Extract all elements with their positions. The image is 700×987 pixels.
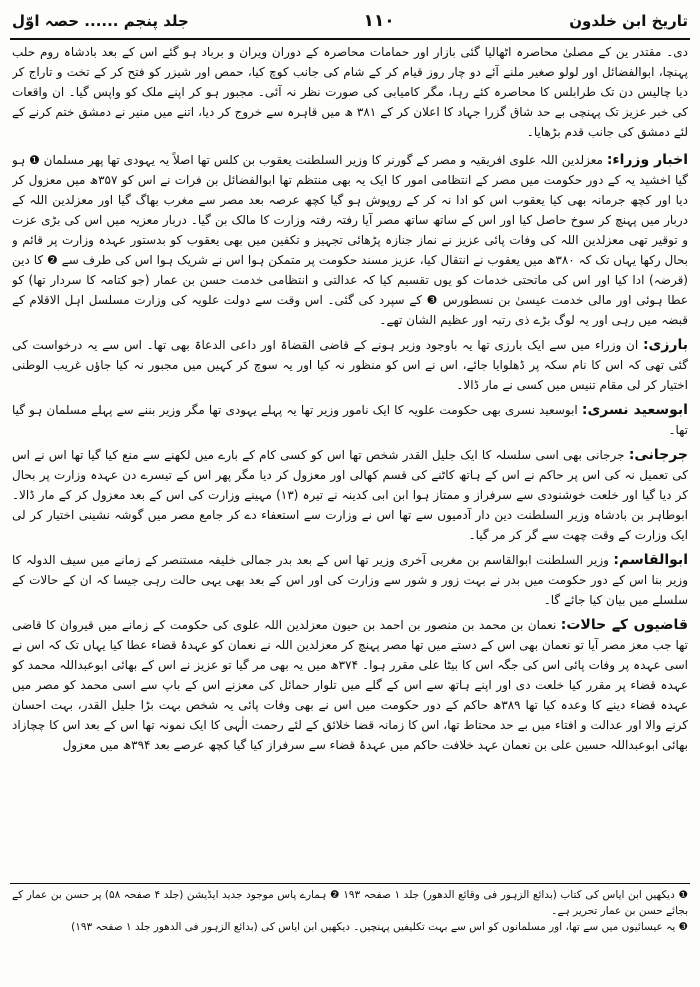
paragraph-text: دی۔ مقتدر ین کے مصلیٰ محاصرہ اٹھالیا گئی بازار اور حمامات محاصرہ کے دوران ویران و برباد ہو گئے اس کے بعد بادشاہ روم حلب پہنچا، ابوالفضائل اور لولو صغیر ملنے آئے دو چار روز قیام کر کے شام کی جانب کوچ کیا، حمص اور شیزر کو فتح کر کے تخت و تاراج کر دیا چالیس دن تک طرابلس کا محاصرہ کئے رہا، مگر کامیابی کی صورت نظر نہ آئی۔ مجبور ہو کر اپنے ملک کو واپس گیا۔ ان واقعات کی خبر عزیز تک پہنچی بے حد شاق گزرا جہاد کا اعلان کر کے ۳۸۱ ھ میں قاہرہ سے خروج کر دیا، اتنے میں منیر نے دمشق ختم کرنے کے لئے دمشق کی جانب قدم بڑھایا۔ — [12, 45, 688, 139]
footnotes — [12, 887, 688, 983]
page-body — [12, 42, 688, 881]
footnote-separator — [10, 883, 690, 884]
section-heading: ابوالقاسم: — [613, 552, 688, 568]
volume-label: جلد پنجم ...... حصہ اوّل — [12, 12, 189, 30]
paragraph-text: جرجانی بھی اسی سلسلہ کا ایک جلیل القدر شخص تھا اس کو کسی کام کے بارے میں لکھنے سے منع کیا گیا تھا اس نے اس کی تعمیل نہ کی اس پر حاکم نے اس کے ہاتھ کاٹنے کی قسم کھالی اور معزول کر دیا مگر پھر اس کے تیسرے دن عہدہ وزارت پر بحال کر دیا گیا اور خلعت خوشنودی سے سرفراز و ممتاز ہوا ابن ابی کدینہ نے تیرہ (۱۳) مہینے وزارت کی اس کے بعد معزول کر کے مار ڈالا۔ ابوطاہر بن بادشاہ وزیر السلطنت دین دار آدمیوں سے تھا اس نے وزارت سے استعفاء دے کر جامع مصر میں گوشہ نشینی اختیار کر لی ایک وزارت کے وقت چھت سے گر کر مر گیا۔ — [12, 448, 688, 542]
paragraph-abu-saeed — [12, 400, 688, 440]
paragraph-intro — [12, 42, 688, 142]
paragraph-abul-qasim — [12, 550, 688, 610]
paragraph-viziers — [12, 150, 688, 330]
paragraph-jurjani — [12, 445, 688, 545]
paragraph-text: ان وزراء میں سے ایک بارزی تھا یہ باوجود وزیر ہونے کے قاضی القضاۃ اور داعی الدعاۃ بھی تھا۔ اس سے یہ درخواست کی گئی تھی کہ اس کا نام سکہ پر ڈھلوایا جائے، اس نے اس کو منظور نہ کیا اور یہ سوچ کر کہیں میں مجبور نہ کیا جاؤں غریب الوطنی اختیار کر لی مقام تنیس میں کسی نے مار ڈالا۔ — [12, 338, 688, 392]
page-header — [12, 6, 688, 36]
section-heading: قاضیوں کے حالات: — [560, 617, 688, 633]
header-rule — [10, 38, 690, 40]
paragraph-text: معزلدین اللہ علوی افریقیہ و مصر کے گورنر کا وزیر السلطنت یعقوب بن کلس تھا اصلاً یہ یہودی تھا پھر مسلمان ❶ ہو گیا اخشید یہ کے دور حکومت میں مصر کے انتظامی امور کا ایک یہ بھی منتظم تھا ابوالفضائل بن فرات نے اس کو ۳۵۷ھ میں معزول کر دیا اور کچھ جرمانہ بھی کیا یعقوب اس کو ادا نہ کر کے روپوش ہو گیا کچھ عرصہ بعد مصر سے مغرب بھاگ گیا اور معزلدین اللہ کے دربار میں پہنچ کر سوخ حاصل کیا اور اس کے ساتھ ساتھ مصر آیا رفتہ رفتہ وزارت کا مالک بن گیا۔ دربار معزیہ میں اس کی بڑی عزت و توقیر تھی معزلدین اللہ کی وفات پائی عزیز نے نماز جنازہ پڑھائی تجہیز و تکفین میں بھی یعقوب کو بدستور عہدہ وزارت پر قائم و بحال رکھا یہاں تک کہ ۳۸۰ھ میں یعقوب نے انتقال کیا، عزیز مسند حکومت پر متمکن ہوا اس نے شریک ہوا اس کی طرف سے ❷ کا دین (قرضہ) ادا کیا اور اس کی ماتحتی خدمات کو یوں تقسیم کیا کہ عدالتی و انتظامی خدمت حسن بن عمار (جو کتامہ کا سردار تھا) کو عطا ہوئی اور مالی خدمت عیسیٰ بن نسطورس ❸ کے سپرد کی گئی۔ اس وقت سے دولت علویہ کی وزارت مسلسل اہل الاقلام کے قبضہ میں رہی اور یہ لوگ بڑے ذی رتبہ اور عظیم الشان تھے۔ — [12, 153, 688, 327]
section-heading: جرجانی: — [628, 447, 688, 463]
footnote: ❸ یہ عیسائیوں میں سے تھا، اور مسلمانوں کو اس سے بہت تکلیفیں پہنچیں۔ دیکھیں ابن ایاس کی (بدائع الزہور فی الدھور جلد ۱ صفحہ ۱۹۳) — [71, 921, 688, 933]
section-heading: بارزی: — [642, 337, 688, 353]
section-heading: ابوسعید نسری: — [581, 402, 688, 418]
paragraph-text: وزیر السلطنت ابوالقاسم بن مغربی آخری وزیر تھا اس کے بعد بدر جمالی خلیفہ مستنصر کے زمانے میں سیف الدولہ کا وزیر بنا اس کے دور حکومت میں بدر نے بہت زور و شور سے وزارت کی اور اس کے بعد بھی یہی حالت رہی جیسا کہ ان کے حالات کے سلسلے میں بیان کیا جائے گا۔ — [12, 553, 688, 607]
book-title: تاریخ ابن خلدون — [569, 12, 688, 30]
section-heading: اخبار وزراء: — [606, 152, 688, 168]
paragraph-judges — [12, 615, 688, 755]
paragraph-text: ابوسعید نسری بھی حکومت علویہ کا ایک نامور وزیر تھا یہ پہلے یہودی تھا مگر وزیر بننے سے پہلے مسلمان ہو گیا تھا۔ — [12, 403, 688, 437]
page-number: ۱۱۰ — [363, 11, 395, 31]
paragraph-text: نعمان بن محمد بن منصور بن احمد بن حیون معزلدین اللہ علوی کی حکومت کے زمانے میں قیروان کا قاضی تھا جب معز مصر آیا تو نعمان بھی اس کے دستے میں تھا مصر پہنچ کر معزلدین اللہ نے نعمان کو عہدۂ قضاء عطا کیا یہاں تک کہ اس نے اسی عہدہ پر وفات پائی اس کی جگہ اس کا بیٹا علی مقرر ہوا۔ ۳۷۴ھ میں یہ بھی مر گیا تو عزیز نے اس کے بھائی ابوعبداللہ محمد کو عہدہ قضاء پر مقرر کیا خلعت دی اور اپنے ہاتھ سے اس کے گلے میں تلوار حمائل کی معزنے اس کے باپ سے اسی محمد کو مصر میں عہدہ قضاء دینے کا وعدہ کیا تھا ۳۸۹ھ حاکم کے دور حکومت میں اس نے بھی وفات پائی یہ شخص بہت بڑا جلیل القدر، بہت احسان کرنے والا اور عدالت و افتاء میں بے حد محتاط تھا، اس کا زمانہ قضا خلائق کے لئے رحمت الٰہی کا ایک نمونہ تھا اس کے بعد اس کا چچازاد بھائی ابوعبداللہ حسین علی بن نعمان عہد خلافت حاکم میں عہدۂ قضاء سے سرفراز کیا گیا کچھ عرصے بعد ۳۹۴ھ میں معزول — [12, 618, 688, 752]
footnote: ❶ دیکھیں ابن ایاس کی کتاب (بدائع الزہور فی وقائع الدھور) جلد ۱ صفحہ ۱۹۳ ❷ ہمارے پاس موجود جدید ایڈیشن (جلد ۴ صفحہ ۵۸) پر حسن بن عمار کے بجائے حسن بن عمار تحریر ہے۔ — [12, 889, 688, 917]
paragraph-barzi — [12, 335, 688, 395]
